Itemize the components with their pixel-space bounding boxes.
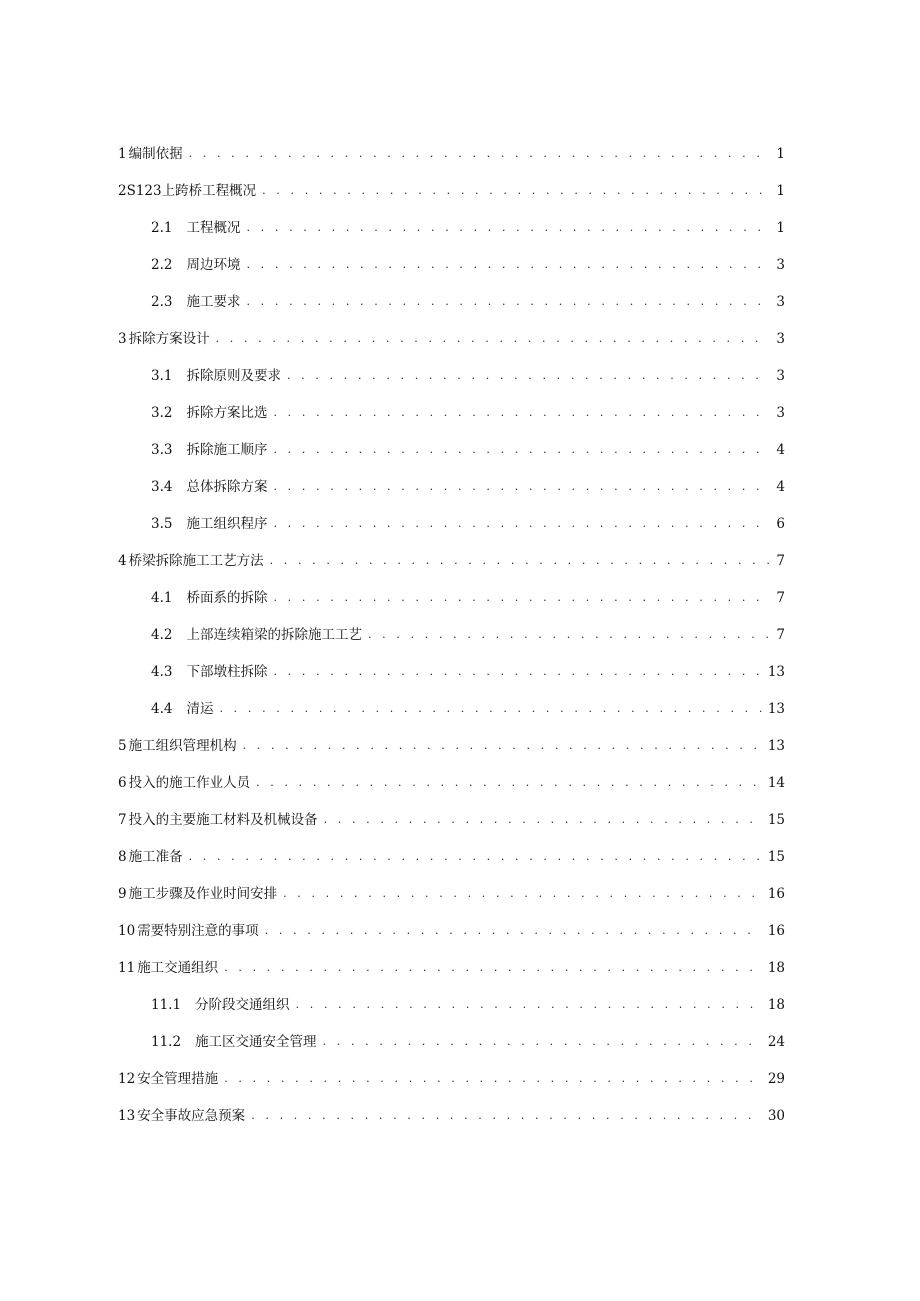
toc-entry-7[interactable] <box>0 808 785 832</box>
toc-entry-number: 13 <box>118 1108 136 1124</box>
toc-entry-10[interactable] <box>0 919 785 943</box>
toc-entry-2-3[interactable] <box>0 290 785 314</box>
toc-entry-number: 5 <box>118 738 127 754</box>
toc-entry-12[interactable] <box>0 1067 785 1091</box>
toc-entry-number: 2.1 <box>151 220 173 236</box>
toc-entry-page: 30 <box>767 1108 785 1124</box>
toc-leader-dots <box>246 216 770 240</box>
toc-entry-number: 3.4 <box>151 479 173 495</box>
toc-entry-number: 9 <box>118 886 127 902</box>
toc-entry-5[interactable] <box>0 734 785 758</box>
toc-leader-dots <box>273 586 770 610</box>
toc-entry-2-2[interactable] <box>0 253 785 277</box>
toc-leader-dots <box>273 401 770 425</box>
toc-entry-3-5[interactable] <box>0 512 785 536</box>
toc-entry-page: 4 <box>776 479 785 495</box>
toc-entry-page: 16 <box>767 923 785 939</box>
toc-entry-page: 7 <box>776 627 785 643</box>
toc-entry-page: 1 <box>776 146 785 162</box>
toc-entry-page: 1 <box>776 183 785 199</box>
toc-leader-dots <box>270 549 771 573</box>
toc-leader-dots <box>296 993 762 1017</box>
toc-leader-dots <box>189 142 771 166</box>
toc-leader-dots <box>251 1104 762 1128</box>
toc-entry-3-1[interactable] <box>0 364 785 388</box>
toc-entry-page: 7 <box>776 590 785 606</box>
toc-entry-title: 下部墩柱拆除 <box>186 664 268 680</box>
toc-entry-page: 3 <box>776 294 785 310</box>
toc-entry-number: 4 <box>118 553 127 569</box>
toc-entry-title: 施工区交通安全管理 <box>195 1034 317 1050</box>
toc-entry-page: 4 <box>776 442 785 458</box>
toc-leader-dots <box>324 808 762 832</box>
toc-leader-dots <box>246 290 770 314</box>
toc-entry-page: 7 <box>776 553 785 569</box>
toc-entry-page: 13 <box>767 701 785 717</box>
toc-entry-title: 桥面系的拆除 <box>186 590 268 606</box>
toc-entry-title: 需要特别注意的事项 <box>137 923 259 939</box>
toc-entry-page: 3 <box>776 331 785 347</box>
toc-leader-dots <box>287 364 770 388</box>
toc-entry-1[interactable] <box>0 142 785 166</box>
toc-entry-page: 15 <box>767 849 785 865</box>
toc-leader-dots <box>256 771 762 795</box>
toc-entry-number: 7 <box>118 812 127 828</box>
toc-entry-number: 2 <box>118 183 127 199</box>
toc-entry-page: 3 <box>776 257 785 273</box>
toc-entry-page: 14 <box>767 775 785 791</box>
toc-entry-title: 施工组织管理机构 <box>128 738 237 754</box>
toc-entry-title: 施工要求 <box>186 294 241 310</box>
toc-entry-title: 安全事故应急预案 <box>137 1108 246 1124</box>
toc-entry-title: 桥梁拆除施工工艺方法 <box>128 553 264 569</box>
toc-entry-number: 4.2 <box>151 627 173 643</box>
toc-entry-3-2[interactable] <box>0 401 785 425</box>
toc-leader-dots <box>216 327 771 351</box>
toc-entry-title: 工程概况 <box>186 220 241 236</box>
toc-entry-4[interactable] <box>0 549 785 573</box>
toc-entry-4-1[interactable] <box>0 586 785 610</box>
toc-entry-title: 施工交通组织 <box>137 960 219 976</box>
toc-entry-page: 3 <box>776 368 785 384</box>
toc-entry-2-1[interactable] <box>0 216 785 240</box>
toc-entry-3[interactable] <box>0 327 785 351</box>
toc-entry-number: 11 <box>118 960 136 976</box>
toc-entry-page: 1 <box>776 220 785 236</box>
toc-leader-dots <box>219 697 761 721</box>
toc-entry-page: 6 <box>776 516 785 532</box>
toc-entry-title: S123上跨桥工程概况 <box>126 183 257 199</box>
toc-entry-page: 13 <box>767 738 785 754</box>
toc-entry-page: 18 <box>767 997 785 1013</box>
toc-leader-dots <box>246 253 770 277</box>
toc-entry-6[interactable] <box>0 771 785 795</box>
toc-entry-11-2[interactable] <box>0 1030 785 1054</box>
toc-entry-number: 3.2 <box>151 405 173 421</box>
toc-entry-title: 投入的主要施工材料及机械设备 <box>128 812 318 828</box>
toc-entry-page: 29 <box>767 1071 785 1087</box>
toc-leader-dots <box>224 956 762 980</box>
toc-entry-page: 18 <box>767 960 785 976</box>
toc-entry-page: 3 <box>776 405 785 421</box>
toc-leader-dots <box>265 919 762 943</box>
toc-entry-title: 拆除方案设计 <box>128 331 210 347</box>
toc-entry-number: 3 <box>118 331 127 347</box>
toc-leader-dots <box>273 660 761 684</box>
toc-entry-4-4[interactable] <box>0 697 785 721</box>
toc-entry-title: 拆除施工顺序 <box>186 442 268 458</box>
toc-entry-number: 4.3 <box>151 664 173 680</box>
toc-entry-number: 3.1 <box>151 368 173 384</box>
toc-leader-dots <box>262 179 770 203</box>
toc-entry-11-1[interactable] <box>0 993 785 1017</box>
toc-entry-number: 10 <box>118 923 136 939</box>
toc-entry-number: 1 <box>118 146 127 162</box>
toc-entry-3-3[interactable] <box>0 438 785 462</box>
toc-entry-page: 24 <box>767 1034 785 1050</box>
toc-entry-3-4[interactable] <box>0 475 785 499</box>
toc-entry-number: 3.5 <box>151 516 173 532</box>
toc-leader-dots <box>273 438 770 462</box>
toc-entry-title: 施工步骤及作业时间安排 <box>128 886 278 902</box>
toc-leader-dots <box>273 512 770 536</box>
toc-entry-title: 施工准备 <box>128 849 183 865</box>
toc-entry-number: 4.4 <box>151 701 173 717</box>
toc-entry-number: 8 <box>118 849 127 865</box>
toc-leader-dots <box>283 882 762 906</box>
toc-entry-page: 16 <box>767 886 785 902</box>
toc-entry-title: 编制依据 <box>128 146 183 162</box>
toc-leader-dots <box>189 845 762 869</box>
toc-leader-dots <box>368 623 770 647</box>
toc-entry-13[interactable] <box>0 1104 785 1128</box>
toc-leader-dots <box>323 1030 762 1054</box>
toc-entry-4-2[interactable] <box>0 623 785 647</box>
toc-entry-title: 清运 <box>186 701 214 717</box>
toc-entry-page: 13 <box>767 664 785 680</box>
toc-entry-8[interactable] <box>0 845 785 869</box>
toc-entry-title: 分阶段交通组织 <box>195 997 290 1013</box>
toc-leader-dots <box>273 475 770 499</box>
toc-entry-title: 拆除原则及要求 <box>186 368 281 384</box>
toc-entry-number: 2.2 <box>151 257 173 273</box>
toc-entry-title: 投入的施工作业人员 <box>128 775 251 791</box>
toc-leader-dots <box>243 734 762 758</box>
toc-entry-number: 3.3 <box>151 442 173 458</box>
toc-entry-number: 12 <box>118 1071 136 1087</box>
toc-entry-number: 11.1 <box>151 997 182 1013</box>
toc-entry-title: 上部连续箱梁的拆除施工工艺 <box>186 627 362 643</box>
toc-entry-2[interactable] <box>0 179 785 203</box>
toc-entry-9[interactable] <box>0 882 785 906</box>
toc-entry-4-3[interactable] <box>0 660 785 684</box>
toc-entry-number: 2.3 <box>151 294 173 310</box>
toc-entry-11[interactable] <box>0 956 785 980</box>
toc-entry-number: 11.2 <box>151 1034 182 1050</box>
toc-entry-title: 施工组织程序 <box>186 516 268 532</box>
toc-entry-title: 总体拆除方案 <box>186 479 268 495</box>
toc-entry-title: 拆除方案比选 <box>186 405 268 421</box>
toc-entry-number: 4.1 <box>151 590 173 606</box>
toc-entry-title: 周边环境 <box>186 257 241 273</box>
toc-leader-dots <box>224 1067 762 1091</box>
toc-entry-title: 安全管理措施 <box>137 1071 219 1087</box>
toc-entry-number: 6 <box>118 775 127 791</box>
toc-entry-page: 15 <box>767 812 785 828</box>
